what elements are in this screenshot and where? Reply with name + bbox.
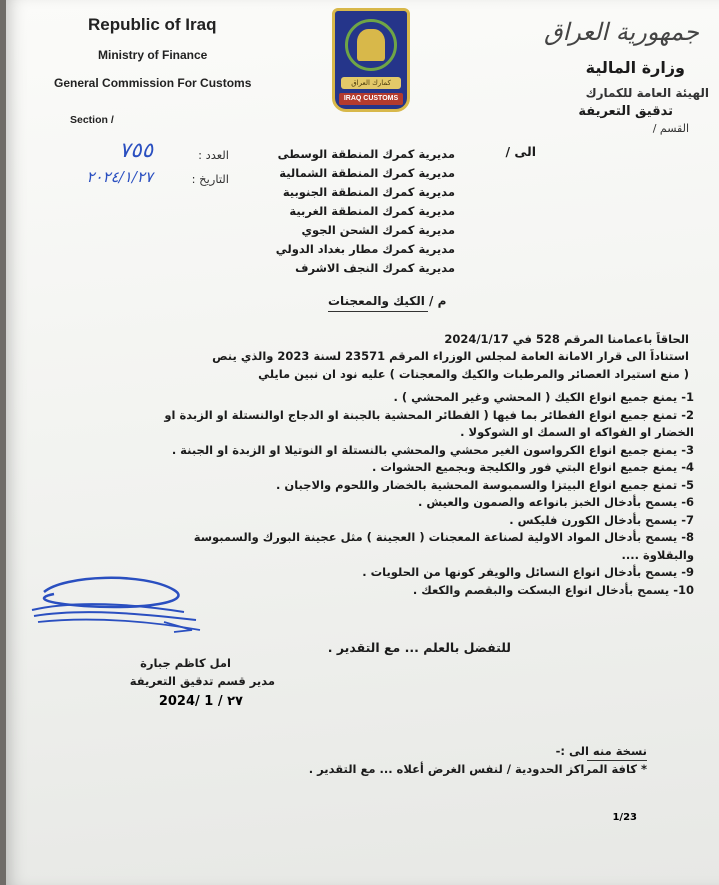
handwritten-signature <box>24 570 204 640</box>
copy-to-text: * كافة المراكز الحدودية / لنفس الغرض أعلاه ... مع التقدير . <box>308 762 647 776</box>
logo-english-band: IRAQ CUSTOMS <box>339 93 403 105</box>
header-commission-ar: الهيئة العامة للكمارك <box>585 86 709 100</box>
page-number: 1/23 <box>612 812 637 823</box>
section-label-en: Section / <box>70 114 114 126</box>
header-country-en: Republic of Iraq <box>88 15 217 34</box>
recipient-item: مديرية كمرك الشحن الجوي <box>301 223 455 237</box>
signature-date: 2024/ 1 / ٢٧ <box>158 694 243 709</box>
regulation-item: الخضار او الفواكه او السمك او الشوكولا . <box>460 425 694 439</box>
regulation-item: 8- يسمح بأدخال المواد الاولية لصناعة المعجنات ( العجينة ) مثل عجينة البورك والسمبوسة <box>193 530 694 544</box>
regulation-list <box>30 389 694 599</box>
regulation-item: 1- يمنع جميع انواع الكيك ( المحشي وغير المحشي ) . <box>393 390 694 404</box>
intro-line: الحاقاً باعمامنا المرقم 528 في 2024/1/17 <box>444 332 689 346</box>
document-page <box>6 0 719 885</box>
date-label: التاريخ : <box>191 172 229 186</box>
eagle-icon <box>357 29 385 61</box>
header-department-ar: تدقيق التعريفة <box>578 104 673 119</box>
recipient-item: مديرية كمرك المنطقة الغربية <box>289 204 455 218</box>
intro-line: استناداً الى قرار الامانة العامة لمجلس الوزراء المرقم 23571 لسنة 2023 والذي ينص <box>212 349 689 363</box>
recipient-item: مديرية كمرك المنطقة الشمالية <box>279 166 455 180</box>
to-label: الى / <box>505 144 536 159</box>
header-ministry-en: Ministry of Finance <box>98 48 208 62</box>
recipient-list <box>276 145 455 278</box>
header-commission-en: General Commission For Customs <box>54 76 252 90</box>
regulation-item: 6- يسمح بأدخال الخبز بانواعه والصمون والعيش . <box>418 495 694 509</box>
date-value: ٢٠٢٤/١/٢٧ <box>86 168 153 186</box>
number-label: العدد : <box>198 148 229 162</box>
signatory-title: مدير قسم تدقيق التعريفة <box>129 674 275 688</box>
regulation-item: 2- تمنع جميع انواع الفطائر بما فيها ( الفطائر المحشية بالجبنة او الدجاج اوالنستلة او الزبدة او <box>164 407 694 422</box>
copy-to-label: نسخة منه الى :- <box>555 744 647 758</box>
header-country-ar: جمهورية العراق <box>543 18 699 46</box>
regulation-item: 3- يمنع جميع انواع الكرواسون الغير محشي والمحشي بالنستلة او النوتيلا او الزبدة او الجبنة . <box>171 442 694 457</box>
recipient-item: مديرية كمرك مطار بغداد الدولي <box>275 242 455 256</box>
regulation-item: 9- يسمح بأدخال انواع النسائل والويفر كونها من الحلويات . <box>362 565 694 579</box>
intro-line: ( منع استيراد العصائر والمرطبات والكيك والمعجنات ) عليه نود ان نبين مايلي <box>258 367 689 381</box>
header-ministry-ar: وزارة المالية <box>585 58 685 77</box>
subject-underline <box>328 311 428 312</box>
regulation-item: 10- يسمح بأدخال انواع البسكت والبقصم والكعك . <box>412 582 694 597</box>
recipient-item: مديرية كمرك النجف الاشرف <box>295 261 455 275</box>
closing-line: للتفضل بالعلم ... مع التقدير . <box>327 640 511 655</box>
number-value: ٧٥٥ <box>119 138 153 162</box>
regulation-item: 7- يسمح بأدخال الكورن فليكس . <box>509 512 694 527</box>
customs-emblem-logo <box>332 8 410 112</box>
regulation-item: 5- تمنع جميع انواع البيتزا والسمبوسة المحشية بالخضار واللحوم والاجبان . <box>276 477 694 492</box>
regulation-item: 4- يمنع جميع انواع البتي فور والكليجة وبجميع الحشوات . <box>372 460 694 474</box>
regulation-item: والبقلاوة .... <box>621 547 694 562</box>
logo-arabic-band: كمارك العراق <box>341 77 401 89</box>
recipient-item: مديرية كمرك المنطقة الوسطى <box>277 147 455 161</box>
section-label-ar: القسم / <box>652 122 689 135</box>
signatory-name: امل كاظم جبارة <box>140 656 231 670</box>
subject-line: م / الكيك والمعجنات <box>328 294 447 308</box>
copy-underline <box>587 760 647 761</box>
recipient-item: مديرية كمرك المنطقة الجنوبية <box>282 185 455 199</box>
